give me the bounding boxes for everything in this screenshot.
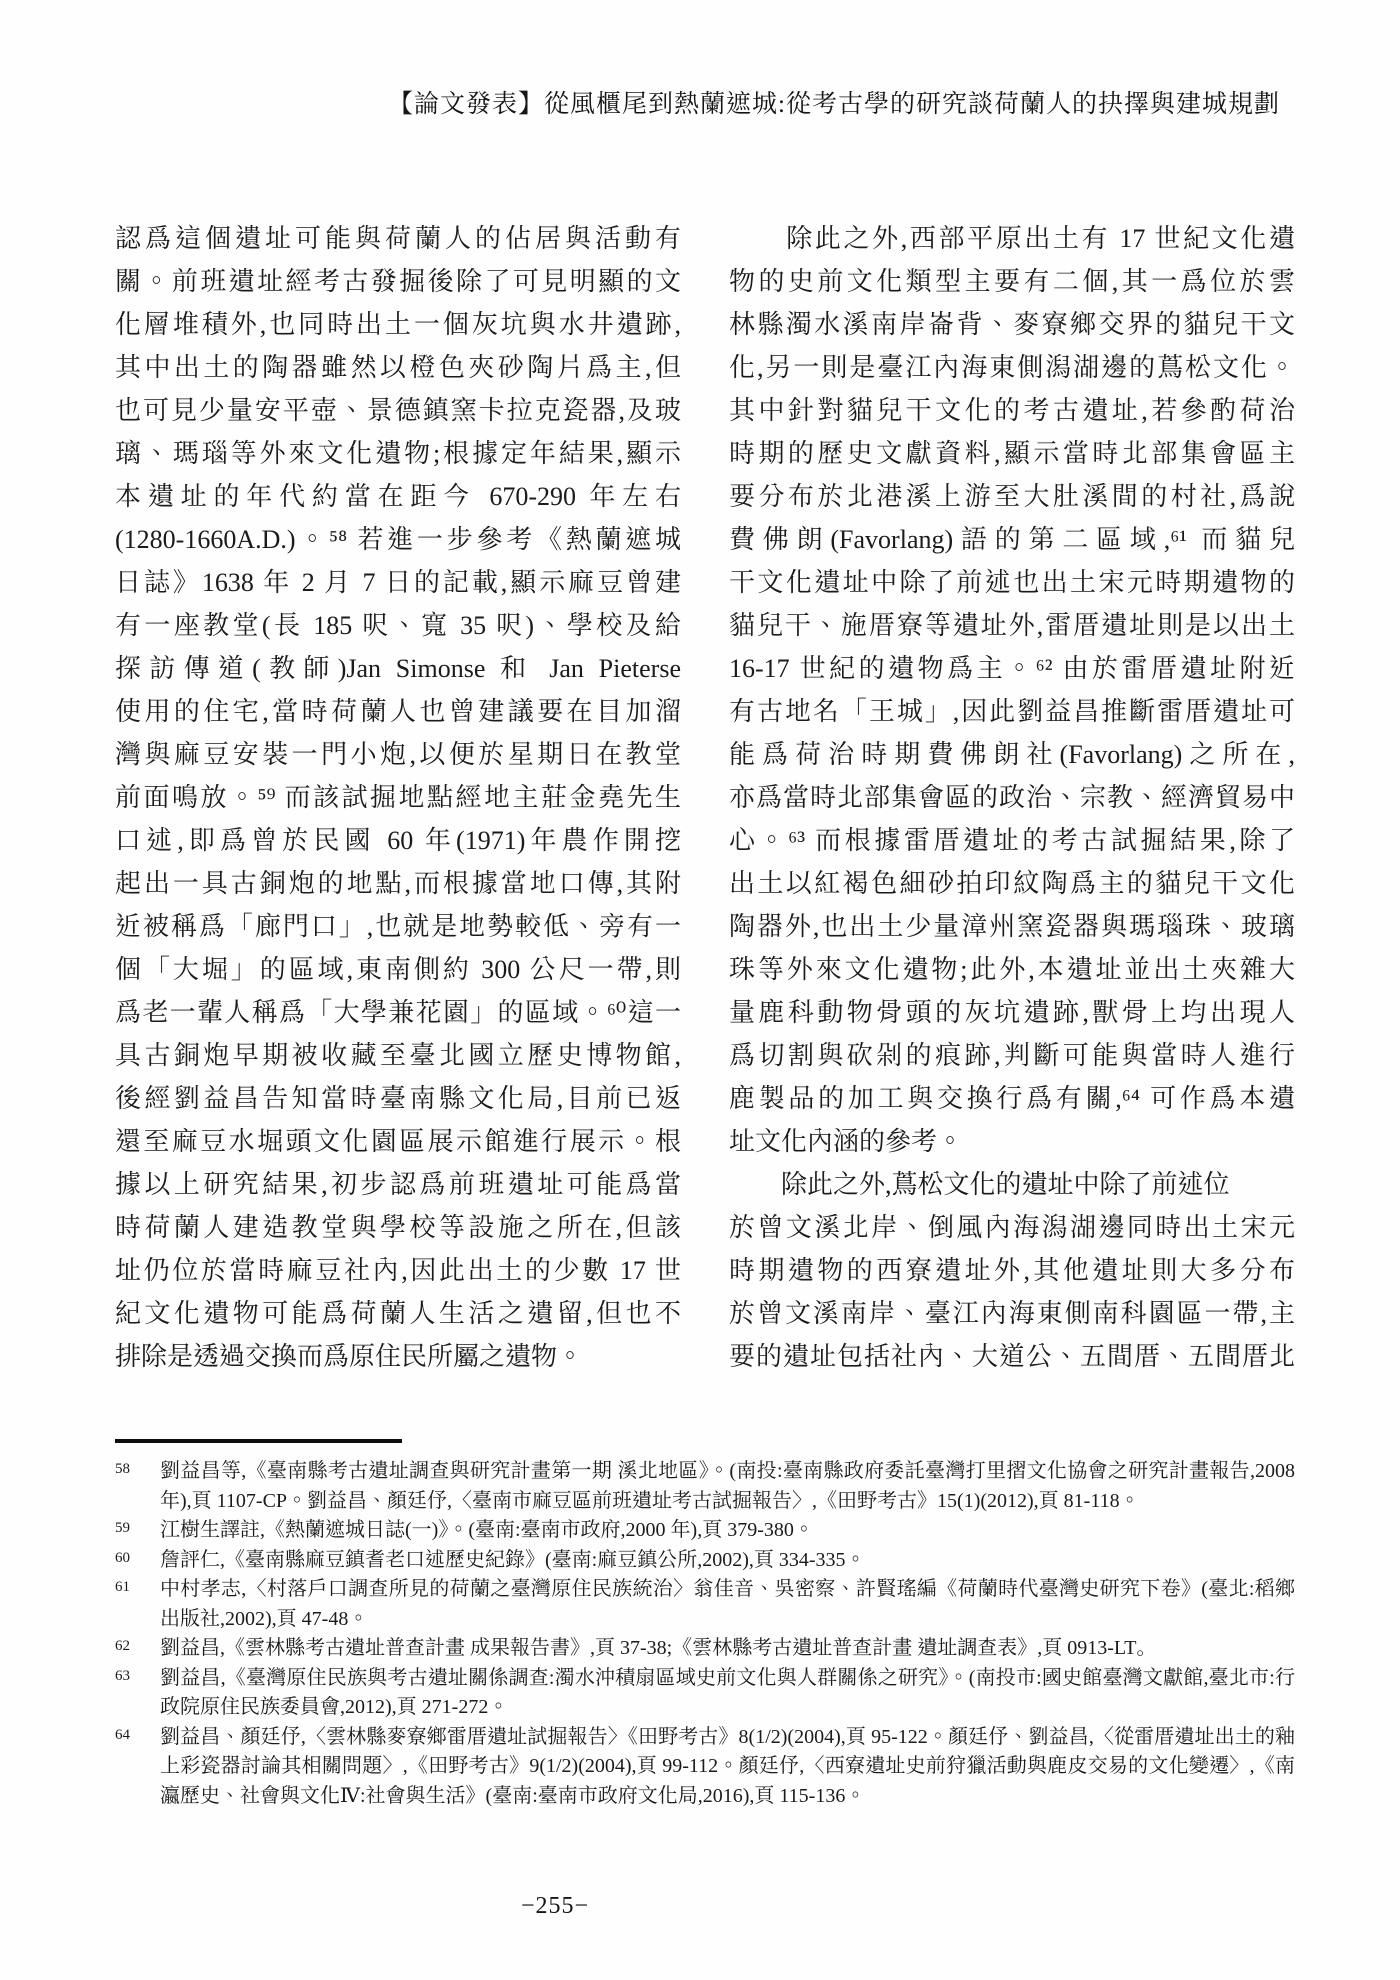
text-line: 於曾文溪南岸、臺江內海東側南科園區一帶,主 bbox=[729, 1299, 1295, 1328]
text-line: 址文化內涵的參考。 bbox=[729, 1127, 964, 1156]
page-number: −255− bbox=[520, 1893, 590, 1919]
text-line: 據以上研究結果,初步認爲前班遺址可能爲當 bbox=[115, 1170, 681, 1199]
footnote-item bbox=[115, 1546, 1295, 1576]
text-line: 鹿製品的加工與交換行爲有關,⁶⁴ 可作爲本遺 bbox=[729, 1084, 1295, 1113]
text-line: 干文化遺址中除了前述也出土宋元時期遺物的 bbox=[729, 568, 1295, 597]
text-line: (1280-1660A.D.)。⁵⁸ 若進一步參考《熱蘭遮城 bbox=[115, 525, 681, 554]
footnote-text: 劉益昌、顏廷伃,〈雲林縣麥寮鄉雷厝遺址試掘報告〉《田野考古》8(1/2)(2004),頁 95-122。顏廷伃、劉益昌,〈從雷厝遺址出土的釉上彩瓷器討論其相關問題〉,《田野考古》9(1/2)(2004),頁 99-112。顏廷伃,〈西寮遺址史前狩獵活動與鹿皮交易的文化變遷〉,《南瀛歷史、社會與文化Ⅳ:社會與生活》(臺南:臺南市政府文化局,2016),頁 115-136。 bbox=[160, 1725, 1295, 1807]
text-line: 時期遺物的西寮遺址外,其他遺址則大多分布 bbox=[729, 1256, 1295, 1285]
text-line: 珠等外來文化遺物;此外,本遺址並出土夾雜大 bbox=[729, 955, 1295, 984]
footnote-item bbox=[115, 1457, 1295, 1516]
footnote-item bbox=[115, 1664, 1295, 1723]
text-line: 也可見少量安平壺、景德鎮窯卡拉克瓷器,及玻 bbox=[115, 396, 681, 425]
page-header bbox=[115, 84, 1280, 120]
right-column bbox=[729, 217, 1295, 1378]
text-line: 紀文化遺物可能爲荷蘭人生活之遺留,但也不 bbox=[115, 1299, 681, 1328]
text-line: 璃、瑪瑙等外來文化遺物;根據定年結果,顯示 bbox=[115, 439, 681, 468]
text-line: 址仍位於當時麻豆社內,因此出土的少數 17 世 bbox=[115, 1256, 681, 1285]
text-line: 物的史前文化類型主要有二個,其一爲位於雲 bbox=[729, 267, 1295, 296]
text-line: 口述,即爲曾於民國 60 年(1971)年農作開挖 bbox=[115, 826, 681, 855]
footnote-number: 61 bbox=[115, 1579, 130, 1595]
text-line: 量鹿科動物骨頭的灰坑遺跡,獸骨上均出現人 bbox=[729, 998, 1295, 1027]
text-line: 心。⁶³ 而根據雷厝遺址的考古試掘結果,除了 bbox=[729, 826, 1295, 855]
text-line: 起出一具古銅炮的地點,而根據當地口傳,其附 bbox=[115, 869, 681, 898]
footnote-text: 中村孝志,〈村落戶口調查所見的荷蘭之臺灣原住民族統治〉翁佳音、吳密察、許賢瑤編《荷蘭時代臺灣史研究下卷》(臺北:稻鄉出版社,2002),頁 47-48。 bbox=[160, 1578, 1295, 1630]
footnote-number: 62 bbox=[115, 1638, 130, 1654]
text-line: 近被稱爲「廊門口」,也就是地勢較低、旁有一 bbox=[115, 912, 681, 941]
footnote-separator bbox=[115, 1439, 402, 1443]
text-line: 具古銅炮早期被收藏至臺北國立歷史博物館, bbox=[115, 1041, 681, 1070]
text-line: 出土以紅褐色細砂拍印紋陶爲主的貓兒干文化 bbox=[729, 869, 1295, 898]
header-title: 【論文發表】從風櫃尾到熱蘭遮城:從考古學的研究談荷蘭人的抉擇與建城規劃 bbox=[388, 91, 1280, 118]
text-line: 於曾文溪北岸、倒風內海潟湖邊同時出土宋元 bbox=[729, 1213, 1295, 1242]
footnote-item bbox=[115, 1723, 1295, 1812]
footnote-text: 劉益昌,《雲林縣考古遺址普查計畫 成果報告書》,頁 37-38;《雲林縣考古遺址普查計畫 遺址調查表》,頁 0913-LT。 bbox=[160, 1637, 1157, 1659]
footnote-number: 63 bbox=[115, 1667, 130, 1684]
text-line: 其中出土的陶器雖然以橙色夾砂陶片爲主,但 bbox=[115, 353, 681, 382]
text-line: 有一座教堂(長 185 呎、寬 35 呎)、學校及給 bbox=[115, 611, 681, 640]
text-line: 時期的歷史文獻資料,顯示當時北部集會區主 bbox=[729, 439, 1295, 468]
footnote-number: 59 bbox=[115, 1520, 130, 1536]
text-line: 還至麻豆水堀頭文化園區展示館進行展示。根 bbox=[115, 1127, 681, 1156]
footnotes bbox=[115, 1457, 1295, 1811]
text-line: 除此之外,西部平原出土有 17 世紀文化遺 bbox=[729, 224, 1295, 253]
text-line: 除此之外,蔦松文化的遺址中除了前述位 bbox=[729, 1170, 1230, 1199]
text-line: 使用的住宅,當時荷蘭人也曾建議要在目加溜 bbox=[115, 697, 681, 726]
text-line: 認爲這個遺址可能與荷蘭人的佔居與活動有 bbox=[115, 224, 681, 253]
footnote-text: 劉益昌等,《臺南縣考古遺址調查與研究計畫第一期 溪北地區》。(南投:臺南縣政府委託臺灣打里摺文化協會之研究計畫報告,2008 年),頁 1107-CP。劉益昌、顏廷伃,〈臺南市麻豆區前班遺址考古試掘報告〉,《田野考古》15(1)(2012),頁 81-118。 bbox=[160, 1460, 1295, 1512]
text-line: 爲切割與砍剁的痕跡,判斷可能與當時人進行 bbox=[729, 1041, 1295, 1070]
text-line: 灣與麻豆安裝一門小炮,以便於星期日在教堂 bbox=[115, 740, 681, 769]
text-line: 費佛朗(Favorlang)語的第二區域,⁶¹ 而貓兒 bbox=[729, 525, 1295, 554]
footnote-item bbox=[115, 1575, 1295, 1634]
text-line: 時荷蘭人建造教堂與學校等設施之所在,但該 bbox=[115, 1213, 681, 1242]
footnote-number: 64 bbox=[115, 1726, 130, 1743]
text-line: 探訪傳道(教師)Jan Simonse 和 Jan Pieterse bbox=[115, 654, 681, 683]
text-line: 化層堆積外,也同時出土一個灰坑與水井遺跡, bbox=[115, 310, 681, 339]
left-column bbox=[115, 217, 681, 1378]
text-line: 本遺址的年代約當在距今 670-290 年左右 bbox=[115, 482, 681, 511]
text-line: 排除是透過交換而爲原住民所屬之遺物。 bbox=[115, 1342, 584, 1371]
text-line: 16-17 世紀的遺物爲主。⁶² 由於雷厝遺址附近 bbox=[729, 654, 1295, 683]
footnote-text: 江樹生譯註,《熱蘭遮城日誌(一)》。(臺南:臺南市政府,2000 年),頁 379-380。 bbox=[160, 1519, 814, 1541]
footnote-item bbox=[115, 1634, 1295, 1664]
text-line: 林縣濁水溪南岸崙背、麥寮鄉交界的貓兒干文 bbox=[729, 310, 1295, 339]
text-line: 前面鳴放。⁵⁹ 而該試掘地點經地主莊金堯先生 bbox=[115, 783, 681, 812]
footnote-item bbox=[115, 1516, 1295, 1546]
text-line: 有古地名「王城」,因此劉益昌推斷雷厝遺址可 bbox=[729, 697, 1295, 726]
text-line: 要的遺址包括社內、大道公、五間厝、五間厝北 bbox=[729, 1342, 1295, 1371]
footnote-text: 劉益昌,《臺灣原住民族與考古遺址關係調查:濁水沖積扇區域史前文化與人群關係之研究》。(南投市:國史館臺灣文獻館,臺北市:行政院原住民族委員會,2012),頁 271-272。 bbox=[160, 1666, 1295, 1718]
text-line: 化,另一則是臺江內海東側潟湖邊的蔦松文化。 bbox=[729, 353, 1295, 382]
footnote-number: 60 bbox=[115, 1549, 130, 1566]
text-line: 貓兒干、施厝寮等遺址外,雷厝遺址則是以出土 bbox=[729, 611, 1295, 640]
text-line: 爲老一輩人稱爲「大學兼花園」的區域。⁶⁰這一 bbox=[115, 998, 681, 1027]
text-line: 個「大堀」的區域,東南側約 300 公尺一帶,則 bbox=[115, 955, 681, 984]
text-line: 日誌》1638 年 2 月 7 日的記載,顯示麻豆曾建 bbox=[115, 568, 681, 597]
text-line: 後經劉益昌告知當時臺南縣文化局,目前已返 bbox=[115, 1084, 681, 1113]
footnote-number: 58 bbox=[115, 1461, 130, 1477]
text-line: 其中針對貓兒干文化的考古遺址,若參酌荷治 bbox=[729, 396, 1295, 425]
text-line: 要分布於北港溪上游至大肚溪間的村社,爲說 bbox=[729, 482, 1295, 511]
footnote-text: 詹評仁,《臺南縣麻豆鎮耆老口述歷史紀錄》(臺南:麻豆鎮公所,2002),頁 334-335。 bbox=[160, 1548, 866, 1571]
text-line: 陶器外,也出土少量漳州窯瓷器與瑪瑙珠、玻璃 bbox=[729, 912, 1295, 941]
text-line: 能爲荷治時期費佛朗社(Favorlang)之所在, bbox=[729, 740, 1295, 769]
text-line: 亦爲當時北部集會區的政治、宗教、經濟貿易中 bbox=[729, 783, 1295, 812]
text-line: 關。前班遺址經考古發掘後除了可見明顯的文 bbox=[115, 267, 681, 296]
